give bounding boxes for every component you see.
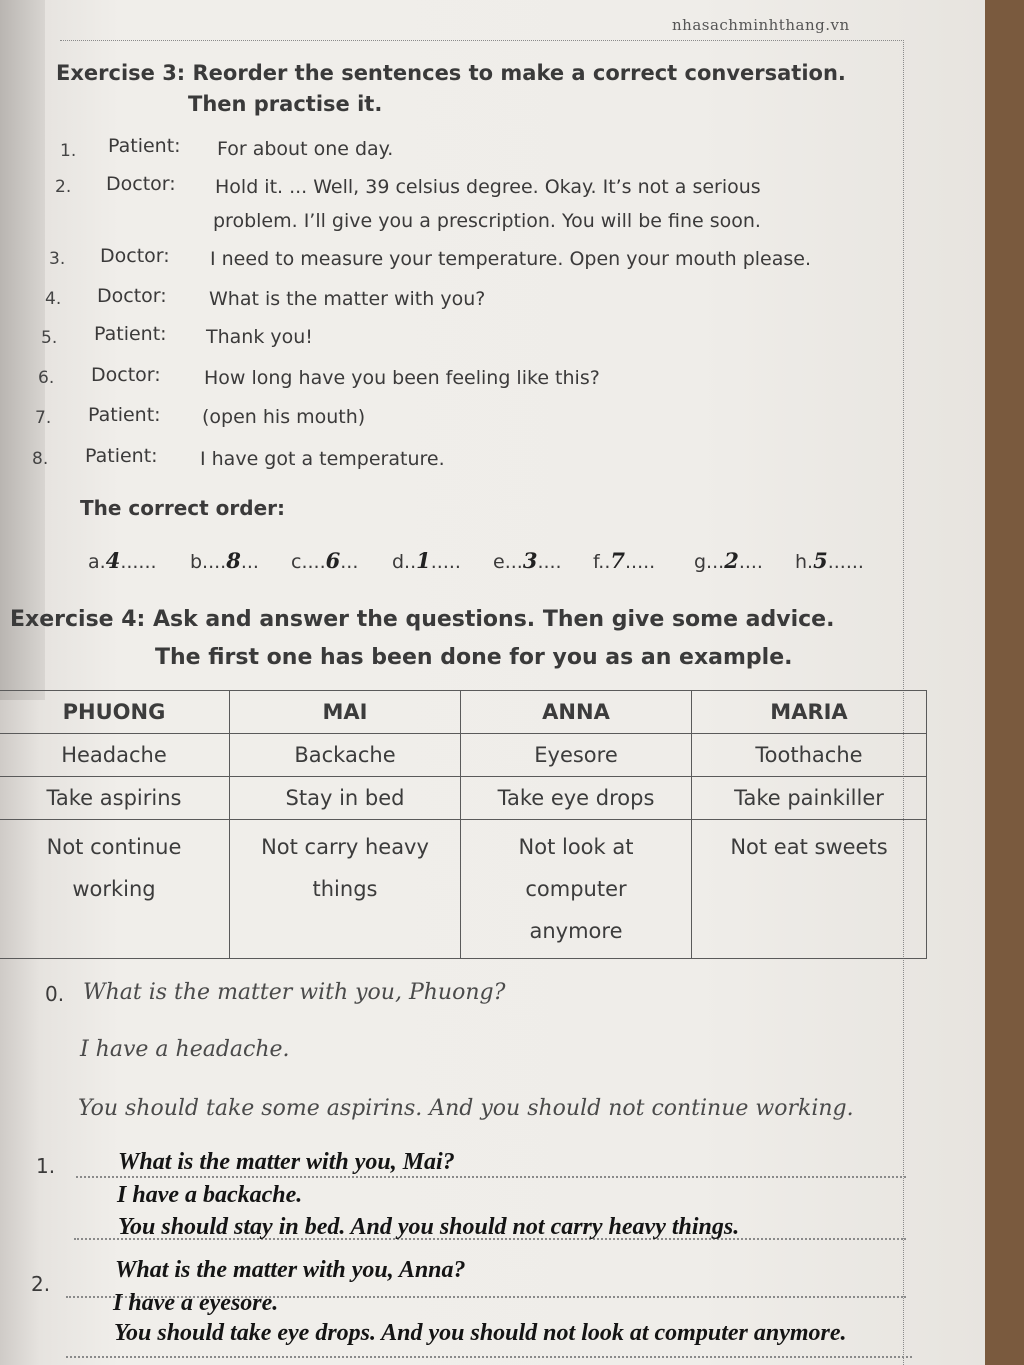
line-text: Hold it. ... Well, 39 celsius degree. Okay. It’s not a serious [215, 176, 761, 198]
handwritten-answer: 7 [610, 548, 626, 573]
line-number: 5. [41, 328, 58, 348]
order-item: g...2.... [694, 548, 763, 573]
table-cell: Toothache [692, 734, 927, 777]
handwritten-answer: 3 [522, 548, 538, 573]
line-text: I need to measure your temperature. Open your mouth please. [210, 248, 812, 270]
line-text: How long have you been feeling like this? [204, 367, 600, 389]
line-text: (open his mouth) [202, 406, 366, 428]
example-number: 0. [45, 982, 65, 1006]
answer-line [76, 1176, 906, 1178]
table-header: ANNA [461, 691, 692, 734]
table-header: MARIA [692, 691, 927, 734]
line-number: 4. [45, 289, 62, 309]
handwritten-answer: 4 [105, 548, 121, 573]
handwritten-answer: 1 [416, 548, 431, 573]
line-speaker: Doctor: [106, 173, 176, 195]
example-question: What is the matter with you, Phuong? [83, 980, 506, 1005]
table-header: PHUONG [0, 691, 230, 734]
answer-response: I have a backache. [117, 1182, 303, 1208]
table-cell: Not continue working [0, 820, 230, 959]
line-text: Thank you! [206, 326, 313, 348]
correct-order-heading: The correct order: [80, 496, 286, 520]
line-number: 8. [32, 449, 49, 469]
table-cell: Stay in bed [230, 777, 461, 820]
line-text: For about one day. [217, 138, 394, 160]
line-speaker: Doctor: [97, 285, 167, 307]
order-item: f..7..... [593, 548, 656, 573]
exercise4-title: Exercise 4: Ask and answer the questions. Then give some advice. [10, 607, 835, 632]
line-speaker: Patient: [88, 404, 161, 426]
answer-response: I have a eyesore. [113, 1290, 279, 1316]
order-item: c....6... [291, 548, 359, 573]
handwritten-answer: 6 [325, 548, 341, 573]
answer-advice: You should take eye drops. And you should not look at computer anymore. [114, 1320, 847, 1346]
line-text: I have got a temperature. [200, 448, 445, 470]
order-item: e...3.... [493, 548, 562, 573]
line-speaker: Patient: [85, 445, 158, 467]
line-number: 6. [38, 368, 55, 388]
exercise3-subtitle: Then practise it. [188, 92, 383, 116]
line-speaker: Patient: [108, 135, 181, 157]
table-cell: Take eye drops [461, 777, 692, 820]
line-speaker: Doctor: [91, 364, 161, 386]
answer-number: 2. [31, 1272, 51, 1296]
table-cell: Take aspirins [0, 777, 230, 820]
table-cell: Not carry heavy things [230, 820, 461, 959]
exercise4-subtitle: The first one has been done for you as an example. [155, 645, 793, 670]
table-cell: Take painkiller [692, 777, 927, 820]
table-cell: Not look at computer anymore [461, 820, 692, 959]
example-advice: You should take some aspirins. And you should not continue working. [78, 1096, 854, 1121]
handwritten-answer: 5 [813, 548, 828, 573]
page-binding-shadow [0, 0, 45, 700]
line-number: 3. [49, 249, 66, 269]
table-cell: Not eat sweets [692, 820, 927, 959]
order-item: d..1..... [392, 548, 461, 573]
order-item: h.5...... [795, 548, 864, 573]
handwritten-answer: 8 [226, 548, 241, 573]
answer-question: What is the matter with you, Mai? [118, 1149, 455, 1175]
order-item: b....8... [190, 548, 259, 573]
table-cell: Headache [0, 734, 230, 777]
handwritten-answer: 2 [724, 548, 739, 573]
line-number: 7. [35, 408, 52, 428]
example-answer: I have a headache. [80, 1037, 290, 1062]
line-number: 1. [60, 141, 77, 161]
publisher-url: nhasachminhthang.vn [672, 16, 850, 34]
answer-line [66, 1356, 912, 1358]
table-header-row [0, 691, 927, 734]
exercise3-title: Exercise 3: Reorder the sentences to make a correct conversation. [56, 61, 846, 85]
line-text: What is the matter with you? [209, 288, 486, 310]
line-text-continued: problem. I’ll give you a prescription. You will be fine soon. [213, 210, 761, 232]
table-row [0, 734, 927, 777]
table-header: MAI [230, 691, 461, 734]
line-speaker: Doctor: [100, 245, 170, 267]
illness-advice-table [0, 690, 927, 959]
answer-question: What is the matter with you, Anna? [115, 1257, 466, 1283]
table-row [0, 777, 927, 820]
answer-number: 1. [36, 1154, 56, 1178]
order-item: a.4...... [88, 548, 157, 573]
table-cell: Backache [230, 734, 461, 777]
line-speaker: Patient: [94, 323, 167, 345]
line-number: 2. [55, 177, 72, 197]
table-cell: Eyesore [461, 734, 692, 777]
table-row [0, 820, 927, 959]
header-divider [60, 40, 902, 41]
answer-advice: You should stay in bed. And you should not carry heavy things. [118, 1214, 740, 1240]
